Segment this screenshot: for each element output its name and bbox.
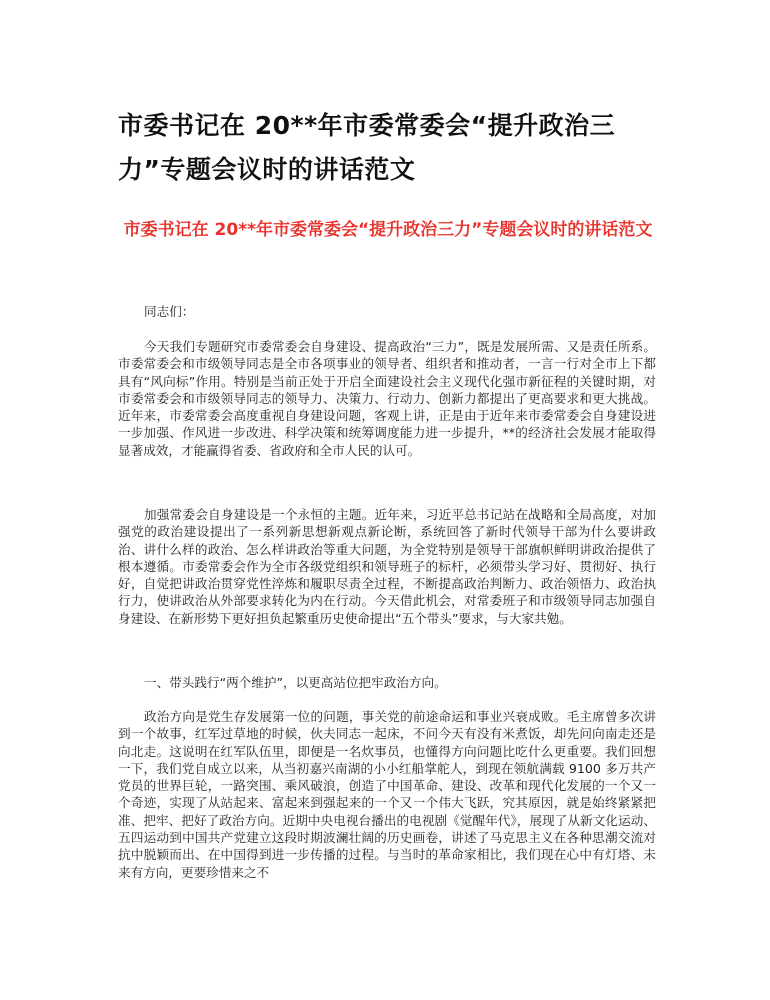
- document-sub-title: 市委书记在 20**年市委常委会“提升政治三力”专题会议时的讲话范文: [123, 220, 653, 240]
- paragraph-political-direction: 政治方向是党生存发展第一位的问题，事关党的前途命运和事业兴衰成败。毛主席曾多次讲到一个故事，红军过草地的时候，伙夫同志一起床，不问今天有没有米煮饭，却先问向南走还是向北走。这说明在红军队伍里，即便是一名炊事员，也懂得方向问题比吃什么更重要。我们回想一下，我们党自成立以来，从当初嘉兴南湖的小小红船掌舵人，到现在领航满载 9100 多万共产党员的世界巨轮，一路突围、乘风破浪，创造了中国革命、建设、改革和现代化发展的一个又一个奇迹，实现了从站起来、富起来到强起来的一个又一个伟大飞跃，究其原因，就是始终紧紧把准、把牢、把好了政治方向。近期中央电视台播出的电视剧《觉醒年代》，展现了从新文化运动、五四运动到中国共产党建立这段时期波澜壮阔的历史画卷，讲述了马克思主义在各种思潮交流对抗中脱颖而出、在中国得到进一步传播的过程。与当时的革命家相比，我们现在心中有灯塔、未来有方向，更要珍惜来之不: [118, 709, 656, 880]
- paragraph-intro: 今天我们专题研究市委常委会自身建设、提高政治“三力”，既是发展所需、又是责任所系。市委常委会和市级领导同志是全市各项事业的领导者、组织者和推动者，一言一行对全市上下都具有“风向标”作用。特别是当前正处于开启全面建设社会主义现代化强市新征程的关键时期，对市委常委会和市级领导同志的领导力、决策力、行动力、创新力都提出了更高要求和更大挑战。近年来，市委常委会高度重视自身建设问题，客观上讲，正是由于近年来市委常委会自身建设进一步加强、作风进一步改进、科学决策和统筹调度能力进一步提升，**的经济社会发展才能取得显著成效，才能赢得省委、省政府和全市人民的认可。: [118, 339, 656, 458]
- section-heading-one: 一、带头践行“两个维护”，以更高站位把牢政治方向。: [144, 675, 447, 690]
- paragraph-self-building: 加强常委会自身建设是一个永恒的主题。近年来，习近平总书记站在战略和全局高度，对加强党的政治建设提出了一系列新思想新观点新论断，系统回答了新时代领导干部为什么要讲政治、讲什么样的政治、怎么样讲政治等重大问题，为全党特别是领导干部旗帜鲜明讲政治提供了根本遵循。市委常委会作为全市各级党组织和领导班子的标杆，必须带头学习好、贯彻好、执行好，自觉把讲政治贯穿党性淬炼和履职尽责全过程，不断提高政治判断力、政治领悟力、政治执行力，使讲政治从外部要求转化为内在行动。今天借此机会，对常委班子和市级领导同志加强自身建设、在新形势下更好担负起繁重历史使命提出“五个带头”要求，与大家共勉。: [118, 507, 656, 626]
- document-main-title: 市委书记在 20**年市委常委会“提升政治三力”专题会议时的讲话范文: [118, 111, 616, 184]
- salutation: 同志们：: [144, 304, 195, 319]
